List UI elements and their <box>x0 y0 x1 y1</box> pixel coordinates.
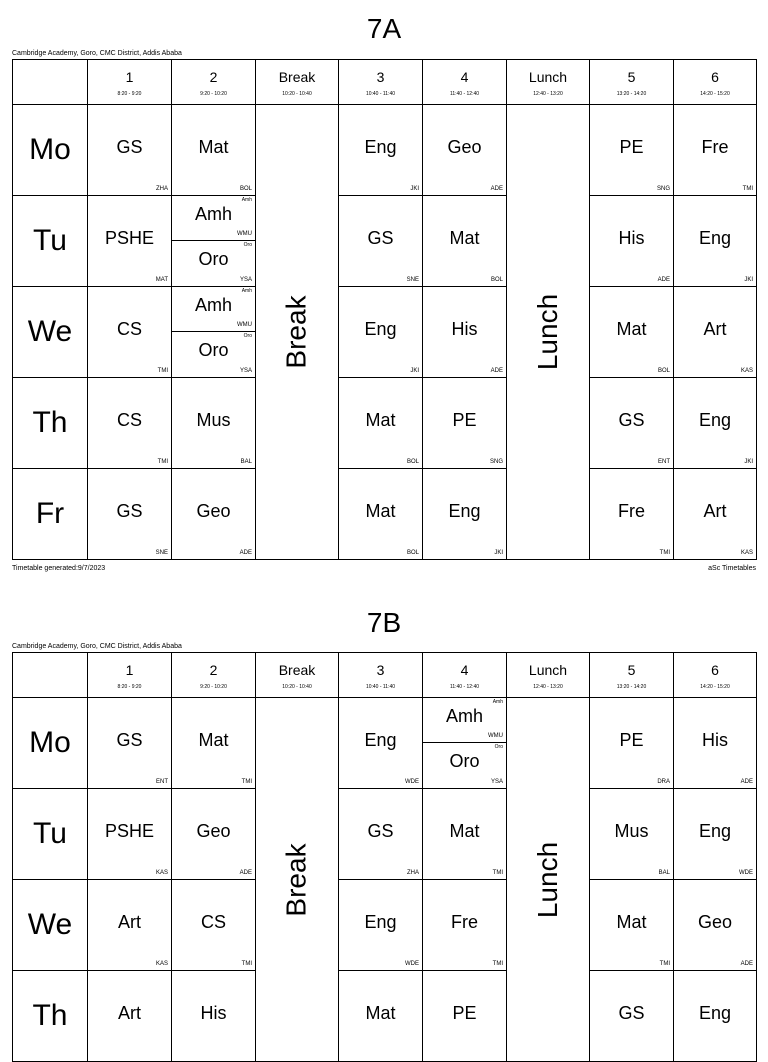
period-header <box>507 60 590 105</box>
lesson-cell[interactable] <box>88 789 172 880</box>
subject-name: Eng <box>698 227 732 248</box>
period-label: Break <box>278 69 316 85</box>
period-label: 4 <box>460 662 469 678</box>
subject-name: Mat <box>198 136 229 157</box>
teacher-code: ADE <box>239 870 252 876</box>
lesson-cell[interactable] <box>674 698 757 789</box>
subject-name: Art <box>703 500 727 521</box>
subject-name: Geo <box>196 500 231 521</box>
teacher-code: TMI <box>742 186 753 192</box>
subject-name: Art <box>117 1002 141 1023</box>
lesson-cell[interactable] <box>674 287 757 378</box>
lesson-cell[interactable] <box>172 469 256 560</box>
subject-name: CS <box>116 409 142 430</box>
teacher-code: TMI <box>157 459 168 465</box>
lesson-cell[interactable] <box>339 105 423 196</box>
lesson-cell[interactable] <box>674 971 757 1062</box>
lesson-cell[interactable] <box>172 789 256 880</box>
class-title: 7B <box>366 607 402 638</box>
lesson-cell[interactable] <box>172 880 256 971</box>
lunch-column-label: Lunch <box>531 293 563 371</box>
group-tag: Amh <box>241 288 252 294</box>
subject-name: Art <box>703 318 727 339</box>
teacher-code: SNG <box>656 186 670 192</box>
teacher-code: BOL <box>657 368 670 374</box>
period-header <box>590 653 674 698</box>
subject-name: Mat <box>616 318 647 339</box>
teacher-code: ENT <box>156 779 168 785</box>
period-label: 5 <box>627 69 636 85</box>
period-time: 9:20 - 10:20 <box>200 684 227 690</box>
split-lesson[interactable] <box>172 241 255 286</box>
lesson-cell[interactable] <box>590 105 674 196</box>
period-header <box>172 60 256 105</box>
teacher-code: BOL <box>406 550 419 556</box>
break-column <box>256 105 339 560</box>
subject-name: PE <box>619 136 644 157</box>
period-label: Lunch <box>528 662 568 678</box>
day-label: Fr <box>13 469 88 560</box>
period-label: 2 <box>209 69 218 85</box>
lesson-cell[interactable] <box>674 196 757 287</box>
subject-name: Eng <box>364 911 397 932</box>
subject-name: His <box>618 227 645 248</box>
period-header <box>256 60 339 105</box>
lesson-cell[interactable] <box>88 698 172 789</box>
teacher-code: WMU <box>237 231 252 237</box>
subject-name: Eng <box>364 136 397 157</box>
period-time: 8:20 - 9:20 <box>117 91 142 97</box>
teacher-code: JKI <box>494 550 503 556</box>
subject-name: GS <box>116 500 143 521</box>
lesson-cell[interactable] <box>339 196 423 287</box>
subject-name: PE <box>452 409 477 430</box>
period-label: 2 <box>209 662 218 678</box>
teacher-code: TMI <box>659 961 670 967</box>
split-lesson[interactable] <box>172 287 255 332</box>
period-time: 10:40 - 11:40 <box>365 91 396 97</box>
lesson-cell[interactable] <box>339 469 423 560</box>
subject-name: GS <box>618 409 645 430</box>
teacher-code: ADE <box>490 368 503 374</box>
teacher-code: ZHA <box>156 186 168 192</box>
teacher-code: JKI <box>410 186 419 192</box>
break-column <box>256 698 339 1062</box>
period-time: 12:40 - 13:20 <box>533 91 563 97</box>
lesson-cell[interactable] <box>339 789 423 880</box>
group-tag: Amh <box>241 197 252 203</box>
subject-name: GS <box>367 227 394 248</box>
lesson-cell[interactable] <box>88 196 172 287</box>
teacher-code: BAL <box>658 870 670 876</box>
lesson-cell[interactable] <box>339 880 423 971</box>
teacher-code: DRA <box>657 779 670 785</box>
period-label: 6 <box>711 69 719 85</box>
teacher-code: ADE <box>740 961 753 967</box>
lesson-cell[interactable] <box>339 971 423 1062</box>
subject-name: Oro <box>449 751 480 771</box>
lunch-column-label: Lunch <box>531 841 563 918</box>
generator-credit: aSc Timetables <box>708 565 756 572</box>
teacher-code: MAT <box>155 277 168 283</box>
subject-name: Geo <box>196 820 231 841</box>
subject-name: GS <box>367 820 394 841</box>
lesson-cell[interactable] <box>674 880 757 971</box>
period-label: Break <box>278 662 316 678</box>
day-label: Tu <box>13 789 88 880</box>
subject-name: Mat <box>616 911 647 932</box>
lesson-cell[interactable] <box>590 698 674 789</box>
lesson-cell[interactable] <box>423 698 507 789</box>
teacher-code: TMI <box>241 779 252 785</box>
teacher-code: ZHA <box>407 870 419 876</box>
period-header <box>88 653 172 698</box>
period-time: 10:20 - 10:40 <box>282 91 312 97</box>
school-name: Cambridge Academy, Goro, CMC District, Addis Ababa <box>12 50 182 57</box>
day-label: Th <box>13 378 88 469</box>
subject-name: Fre <box>451 911 478 932</box>
period-header <box>590 60 674 105</box>
period-header <box>423 653 507 698</box>
subject-name: Mat <box>365 1002 396 1023</box>
lesson-cell[interactable] <box>172 698 256 789</box>
lesson-cell[interactable] <box>674 378 757 469</box>
period-label: 4 <box>460 69 469 85</box>
lesson-cell[interactable] <box>172 971 256 1062</box>
teacher-code: ADE <box>740 779 753 785</box>
day-label: Tu <box>13 196 88 287</box>
subject-name: Eng <box>364 318 397 339</box>
period-label: 6 <box>711 662 719 678</box>
subject-name: Mat <box>365 500 396 521</box>
teacher-code: KAS <box>740 368 753 374</box>
period-time: 10:40 - 11:40 <box>365 684 396 690</box>
teacher-code: YSA <box>239 277 252 283</box>
group-tag: Oro <box>494 744 503 750</box>
period-header <box>88 60 172 105</box>
teacher-code: YSA <box>239 368 252 374</box>
lesson-cell[interactable] <box>590 469 674 560</box>
subject-name: Mat <box>449 820 480 841</box>
period-header <box>339 60 423 105</box>
subject-name: Amh <box>194 295 232 315</box>
lesson-cell[interactable] <box>88 378 172 469</box>
lesson-cell[interactable] <box>172 105 256 196</box>
subject-name: His <box>702 729 728 750</box>
period-label: 3 <box>376 662 385 678</box>
teacher-code: KAS <box>740 550 753 556</box>
period-header <box>674 653 757 698</box>
subject-name: CS <box>200 911 226 932</box>
generated-date: Timetable generated:9/7/2023 <box>12 565 106 572</box>
lesson-cell[interactable] <box>590 880 674 971</box>
teacher-code: WMU <box>237 322 252 328</box>
period-header <box>423 60 507 105</box>
split-lesson[interactable] <box>172 196 255 241</box>
lesson-cell[interactable] <box>423 971 507 1062</box>
period-header <box>256 653 339 698</box>
teacher-code: TMI <box>492 961 503 967</box>
period-label: Lunch <box>528 69 568 85</box>
subject-name: PE <box>619 729 644 750</box>
lesson-cell[interactable] <box>674 469 757 560</box>
subject-name: PSHE <box>104 227 155 248</box>
split-lesson[interactable] <box>423 698 506 743</box>
lesson-cell[interactable] <box>88 880 172 971</box>
lunch-column <box>507 105 590 560</box>
subject-name: Mat <box>365 409 396 430</box>
subject-name: GS <box>116 729 143 750</box>
teacher-code: ADE <box>239 550 252 556</box>
lesson-cell[interactable] <box>172 196 256 287</box>
period-header <box>507 653 590 698</box>
day-label: Mo <box>13 105 88 196</box>
teacher-code: WDE <box>739 870 753 876</box>
timetable-grid <box>12 652 757 1062</box>
day-label: Mo <box>13 698 88 789</box>
day-label: We <box>13 880 88 971</box>
period-time: 14:20 - 15:20 <box>700 91 730 97</box>
period-time: 8:20 - 9:20 <box>117 684 142 690</box>
teacher-code: KAS <box>155 870 168 876</box>
subject-name: Amh <box>445 706 483 726</box>
teacher-code: BAL <box>240 459 252 465</box>
lesson-cell[interactable] <box>590 287 674 378</box>
teacher-code: SNG <box>489 459 503 465</box>
teacher-code: JKI <box>410 368 419 374</box>
teacher-code: WDE <box>405 961 419 967</box>
split-lesson[interactable] <box>423 743 506 788</box>
subject-name: Oro <box>198 340 229 360</box>
lesson-cell[interactable] <box>674 789 757 880</box>
day-label: Th <box>13 971 88 1062</box>
corner-cell <box>13 60 88 105</box>
lesson-cell[interactable] <box>423 196 507 287</box>
school-name: Cambridge Academy, Goro, CMC District, Addis Ababa <box>12 643 182 650</box>
subject-name: CS <box>116 318 142 339</box>
group-tag: Oro <box>243 242 252 248</box>
period-header <box>674 60 757 105</box>
lesson-cell[interactable] <box>590 789 674 880</box>
teacher-code: YSA <box>490 779 503 785</box>
lesson-cell[interactable] <box>88 971 172 1062</box>
lesson-cell[interactable] <box>590 971 674 1062</box>
subject-name: Eng <box>698 409 732 430</box>
lesson-cell[interactable] <box>590 196 674 287</box>
subject-name: His <box>200 1002 227 1023</box>
lesson-cell[interactable] <box>339 698 423 789</box>
group-tag: Oro <box>243 333 252 339</box>
teacher-code: JKI <box>744 459 753 465</box>
teacher-code: WMU <box>488 733 503 739</box>
teacher-code: TMI <box>659 550 670 556</box>
subject-name: GS <box>116 136 143 157</box>
period-time: 13:20 - 14:20 <box>616 684 647 690</box>
subject-name: GS <box>618 1002 645 1023</box>
teacher-code: KAS <box>155 961 168 967</box>
teacher-code: WDE <box>405 779 419 785</box>
subject-name: Oro <box>198 249 229 269</box>
subject-name: Eng <box>698 820 732 841</box>
teacher-code: SNE <box>406 277 419 283</box>
period-label: 1 <box>125 662 134 678</box>
subject-name: Fre <box>701 136 729 157</box>
lesson-cell[interactable] <box>423 469 507 560</box>
lesson-cell[interactable] <box>339 378 423 469</box>
break-column-label: Break <box>281 842 312 917</box>
subject-name: Geo <box>447 136 482 157</box>
subject-name: His <box>451 318 478 339</box>
teacher-code: ADE <box>657 277 670 283</box>
teacher-code: BOL <box>239 186 252 192</box>
lesson-cell[interactable] <box>423 378 507 469</box>
period-time: 12:40 - 13:20 <box>533 684 563 690</box>
subject-name: Art <box>117 911 141 932</box>
subject-name: PE <box>452 1002 477 1023</box>
teacher-code: SNE <box>155 550 168 556</box>
subject-name: Eng <box>364 729 397 750</box>
period-time: 11:40 - 12:40 <box>449 91 480 97</box>
period-time: 14:20 - 15:20 <box>700 684 730 690</box>
timetable-grid <box>12 59 757 560</box>
group-tag: Amh <box>492 699 503 705</box>
period-time: 9:20 - 10:20 <box>200 91 227 97</box>
teacher-code: TMI <box>157 368 168 374</box>
lesson-cell[interactable] <box>172 287 256 378</box>
lesson-cell[interactable] <box>423 287 507 378</box>
corner-cell <box>13 653 88 698</box>
period-label: 1 <box>125 69 134 85</box>
lesson-cell[interactable] <box>674 105 757 196</box>
teacher-code: ENT <box>658 459 670 465</box>
period-label: 3 <box>376 69 385 85</box>
period-time: 11:40 - 12:40 <box>449 684 480 690</box>
lesson-cell[interactable] <box>88 105 172 196</box>
teacher-code: TMI <box>241 961 252 967</box>
lunch-column <box>507 698 590 1062</box>
lesson-cell[interactable] <box>423 880 507 971</box>
lesson-cell[interactable] <box>172 378 256 469</box>
subject-name: PSHE <box>104 820 155 841</box>
teacher-code: BOL <box>406 459 419 465</box>
subject-name: Mus <box>196 409 231 430</box>
subject-name: Mat <box>198 729 229 750</box>
lesson-cell[interactable] <box>423 789 507 880</box>
subject-name: Fre <box>618 500 645 521</box>
period-time: 10:20 - 10:40 <box>282 684 312 690</box>
period-header <box>172 653 256 698</box>
teacher-code: JKI <box>744 277 753 283</box>
teacher-code: TMI <box>492 870 503 876</box>
subject-name: Amh <box>194 204 232 224</box>
subject-name: Mat <box>449 227 480 248</box>
lesson-cell[interactable] <box>423 105 507 196</box>
break-column-label: Break <box>281 295 312 369</box>
period-label: 5 <box>627 662 636 678</box>
teacher-code: ADE <box>490 186 503 192</box>
subject-name: Geo <box>697 911 733 932</box>
period-header <box>339 653 423 698</box>
split-lesson[interactable] <box>172 332 255 377</box>
teacher-code: BOL <box>490 277 503 283</box>
period-time: 13:20 - 14:20 <box>616 91 647 97</box>
subject-name: Eng <box>698 1002 732 1023</box>
day-label: We <box>13 287 88 378</box>
lesson-cell[interactable] <box>339 287 423 378</box>
lesson-cell[interactable] <box>590 378 674 469</box>
subject-name: Eng <box>448 500 481 521</box>
lesson-cell[interactable] <box>88 287 172 378</box>
class-title: 7A <box>366 13 402 44</box>
subject-name: Mus <box>614 820 649 841</box>
lesson-cell[interactable] <box>88 469 172 560</box>
